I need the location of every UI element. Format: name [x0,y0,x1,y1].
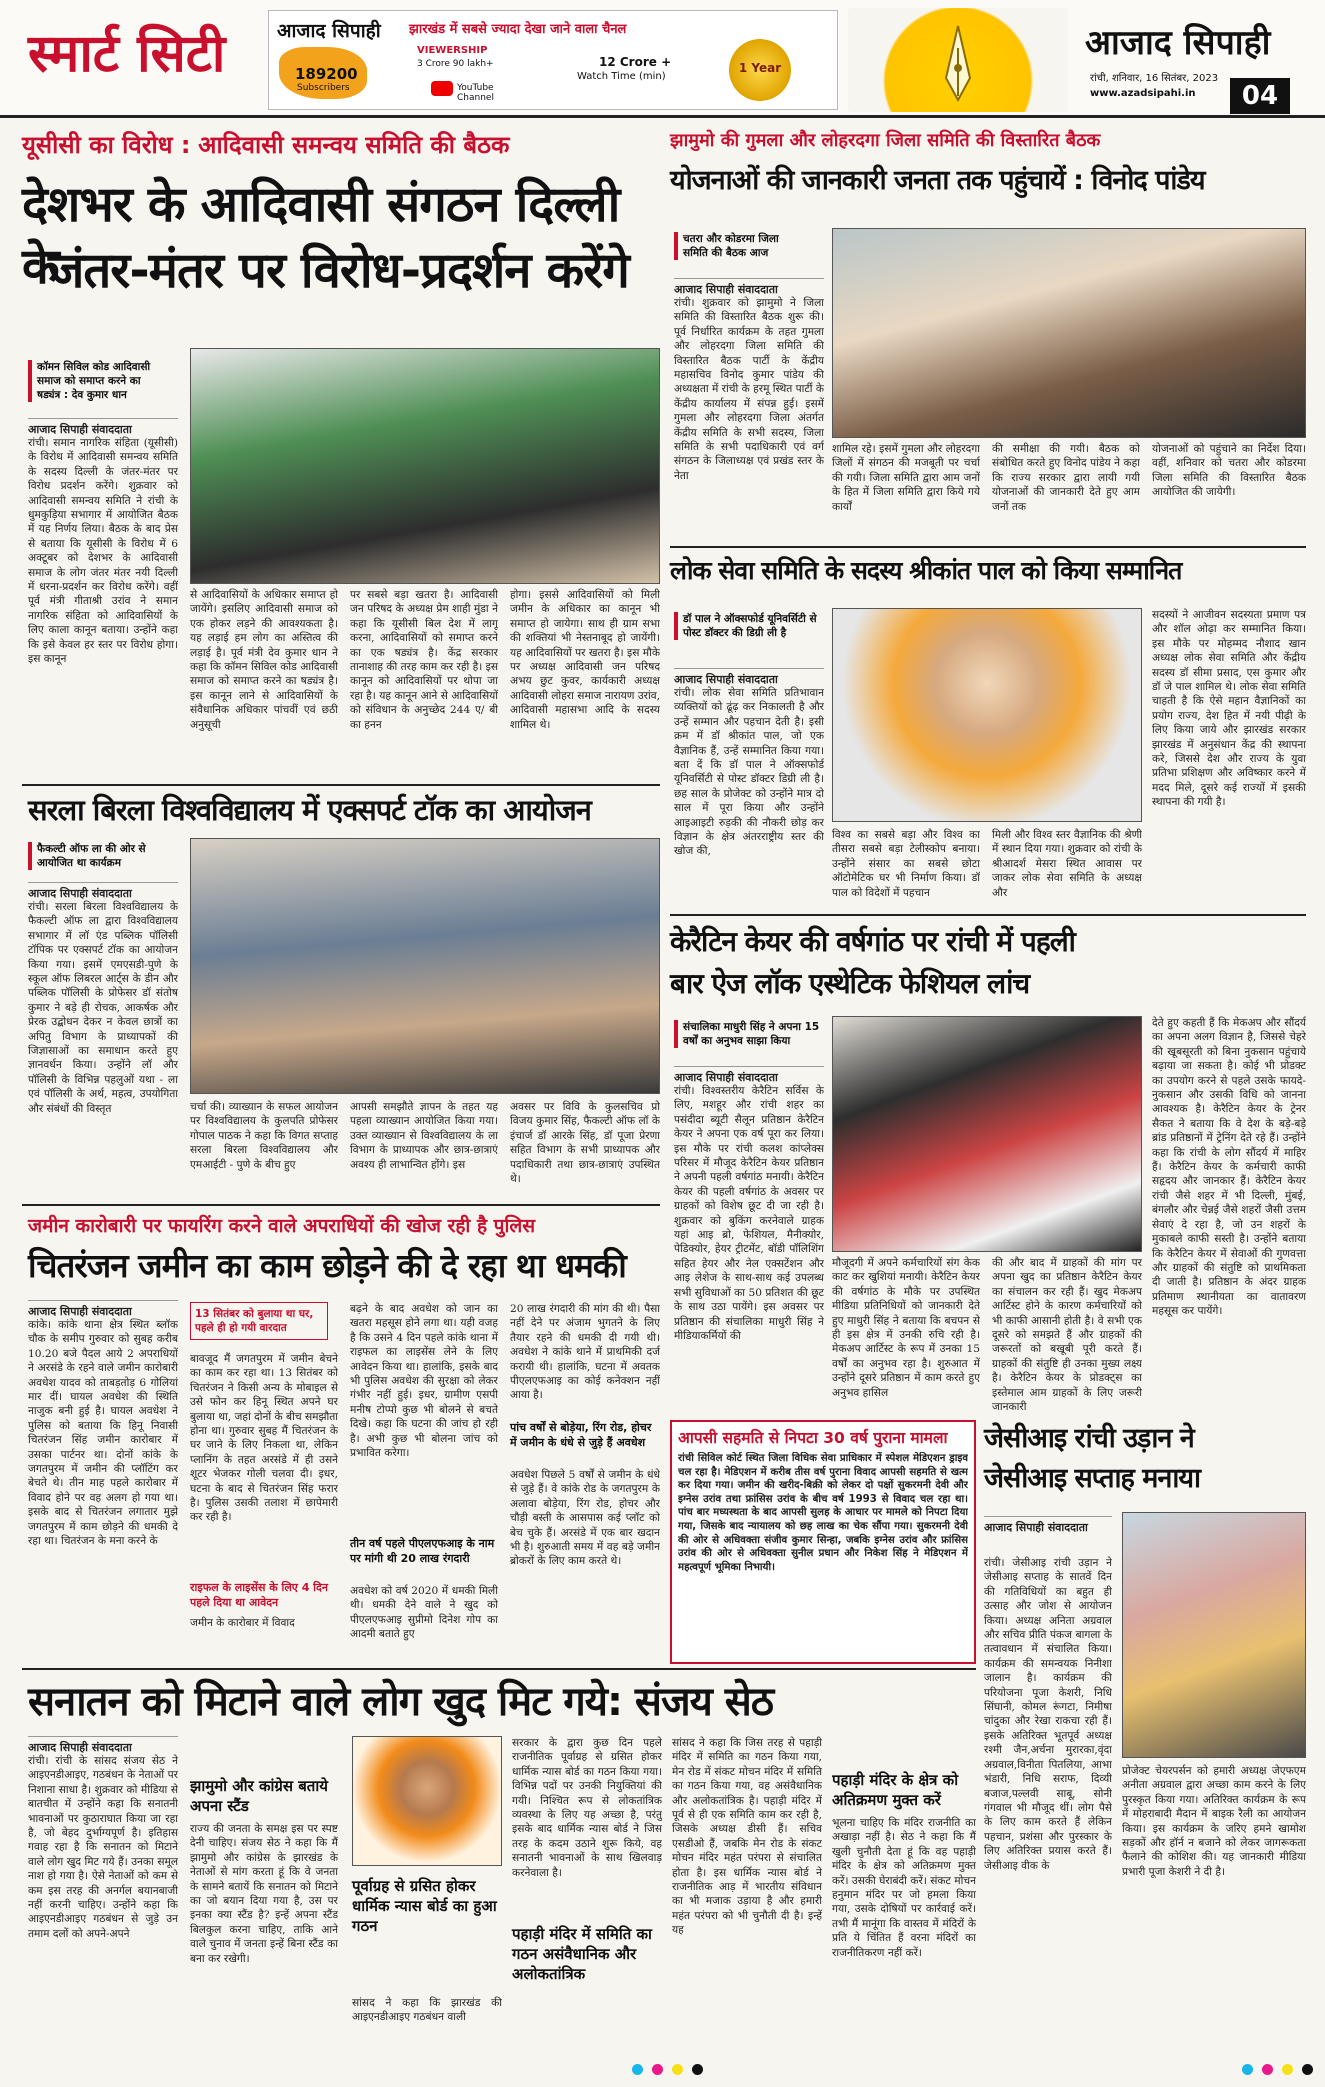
ad-watch-label: Watch Time (min) [577,71,666,82]
pen-nib-icon [848,8,1068,112]
story9-body-3: सांसद ने कहा कि झारखंड की आइएनडीआइए गठबंधन वाली [352,1997,502,2024]
story2-tag: फैकल्टी ऑफ ला की ओर से आयोजित था कार्यक्रम [28,842,178,870]
story6-tag: संचालिका माधुरी सिंह ने अपना 15 वर्षों का अनुभव साझा किया [674,1020,824,1048]
black-dot [1302,2064,1313,2075]
story2-byline: आजाद सिपाही संवाददाता [28,882,178,901]
cyan-dot [1242,2064,1253,2075]
story6-body-3: की और बाद में ग्राहकों की मांग पर अपना खुद का प्रतिष्ठान केरैटिन केयर का संचालन कर रही हैं। खुद मेकअप आर्टिस्ट होने के कारण कर्मचारियों को भी काफी आसानी होती है। वे सभी एक दूसरे को समझते हैं और ग्राहकों की जरूरतों को बखूबी पूरी करते हैं। ग्राहकों की संतुष्टि ही उनका मुख्य लक्ष्य है। केरैटिन केयर के प्रोडक्ट्स का इस्तेमाल आम ग्राहकों के लिए जरूरी जानकारी [992,1257,1142,1414]
story4-byline: आजाद सिपाही संवाददाता [674,278,824,297]
section-title: स्मार्ट सिटी [28,24,226,84]
story5-body-3: मिली और विश्व स्तर वैज्ञानिक की श्रेणी में स्थान दिया गया। शुक्रवार को रांची के श्रीआदर्श मेसरा स्थित आवास पर जाकर लोक सेवा समिति के अध्यक्ष और [992,829,1142,899]
ad-viewership: VIEWERSHIP [417,45,488,56]
story3-body-4b: अवधेश पिछले 5 वर्षों से जमीन के धंधे से जुड़े हैं। वे कांके रोड के जगतपुरम के अलावा बोड़ेया, रिंग रोड, होचर और चौड़ी बस्ती के आसपास कई प्लॉट को बेच चुके हैं। अरसंडे में एक बार खदान भी है। शुरुआती समय में वह बड़े जमीन ब्रोकरों के लिए काम करते थे। [510,1469,660,1568]
story1-photo [190,348,660,584]
story5-tag: डॉ पाल ने ऑक्सफोर्ड यूनिवर्सिटी से पोस्ट डॉक्टर की डिग्री ली है [674,612,824,640]
story-sarala-birla [22,784,660,1200]
story1-body-3: पर सबसे बड़ा खतरा है। आदिवासी जन परिषद के अध्यक्ष प्रेम शाही मुंडा ने कहा कि यूसीसी बिल देश में लागू करना, आदिवासियों को समाप्त करने का एक षड्यंत्र है। केंद्र सरकार तानाशाह की तरह काम कर रही है। इस कानून को आदिवासियों पर थोपा जा रहा है। यह कानून आने से आदिवासियों को संविधान के अनुच्छेद 244 ए/ बी का हनन [350,589,498,731]
story5-body-2: विश्व का सबसे बड़ा और विश्व का तीसरा सबसे बड़ा टेलीस्कोप बनाया। उन्होंने संसार का सबसे छोटा ऑटोमेटिक घर भी निर्माण किया। डॉ पाल को विदेशों में पहचान [832,829,980,899]
story8-body-1: रांची। जेसीआइ रांची उड़ान ने जेसीआइ सप्ताह के सातवें दिन की गतिविधियों का बहुत ही उत्साह और जोश से आयोजन किया। अध्यक्ष अनिता अग्रवाल और सचिव प्रीति पंकज बागला के तत्वावधान में संचालित किया। कार्यक्रम की समन्वयक निनीशा जालान है। कार्यक्रम की परियोजना पूजा केशरी, निधि सिंघानी, कोमल रूंगटा, निमीषा चांदुका और रेखा राकचा रही हैं। इसके अतिरिक्त भूतपूर्व अध्यक्ष रश्मी जैन,अर्चना मुरारका,वृंदा अग्रवाल,विनीता पितलिया, आभा भंडारी, निधि सराफ, दिव्यी बजाज,पल्लवी साबू, सोनी गंगवाल भी मौजूद थीं। लोग पैसे के लिए काम करते हैं लेकिन पहचान, प्रशंसा और पुरस्कार के लिए अतिरिक्त प्रयास करते हैं। जेसीआइ वीक के [984,1557,1112,1872]
story9-body-6: भूलना चाहिए कि मंदिर राजनीति का अखाड़ा नहीं है। सेठ ने कहा कि मैं खुली चुनौती देता हूं कि वह पहाड़ी मंदिर के क्षेत्र को अतिक्रमण मुक्त करें। उसकी घेराबंदी करें। संकट मोचन हनुमान मंदिर पर जो हमला किया गया, उसके दोषियों पर कार्रवाई करें। तभी मैं मानूंगा कि वास्तव में मंदिरों के प्रति ये चिंतित हैं वरना मंदिरों का राजनीतिकरण नहीं करें। [832,1817,976,1959]
story1-headline-1: देशभर के आदिवासी संगठन दिल्ली के [22,176,620,295]
dateline: रांची, शनिवार, 16 सितंबर, 2023 [1090,73,1219,84]
sanjay-seth-portrait [352,1736,502,1866]
ad-subscribers-label: Subscribers [297,83,350,93]
yellow-dot [672,2064,683,2075]
website-url: www.azadsipahi.in [1090,88,1196,99]
story3-body-3: बढ़ने के बाद अवधेश को जान का खतरा महसूस होने लगा था। यही वजह है कि उसने 4 दिन पहले कांके थाना में राइफल का लाइसेंस लेने के लिए आवेदन किया था। हालांकि, इसके बाद भी पुलिस अवधेश की सुरक्षा को लेकर गंभीर नहीं हुई। इधर, ग्रामीण एसपी मनीष टोप्पो कुछ भी बोलने से बचते दिखे। कहा कि घटना की जांच हो रही है। अभी कुछ भी बोलना जांच को प्रभावित करेगा। [350,1303,498,1460]
ad-subscribers: 189200 [295,65,358,83]
story9-sub-1: झामुमो और कांग्रेस बताये अपना स्टैंड [190,1777,328,1815]
story6-body-1: रांची। विश्वस्तरीय केरैटिन सर्विस के लिए, मशहूर और रांची शहर का पसंदीदा ब्यूटी सैलून प्रतिष्ठान केरैटिन केयर ने अपना एक वर्ष पूरा कर लिया। इस मौके पर रांची कलश कांप्लेक्स परिसर में मौजूद केरैटिन केयर प्रतिष्ठान ने अपनी पहली वर्षगांठ मनायी। केरैटिन केयर की पहली वर्षगांठ के अवसर पर ग्राहकों को विशेष छूट दी जा रही है। शुक्रवार को बुकिंग करनेवाले ग्राहक यहां आइ ब्रो, फेशियल, मैनीक्योर, पेडिक्योर, हेयर ट्रीटमेंट, बॉडी पॉलिशिंग सहित हेयर और नेल एक्सटेंशन और आइ लेशेज के साथ-साथ कई उपलब्ध सभी सुविधाओं का 50 प्रतिशत की छूट के साथ उठा पायेंगे। इस अवसर पर प्रतिष्ठान की संचालिका माधुरी सिंह ने मीडियाकर्मियों की [674,1085,824,1342]
story3-sub-1: राइफल के लाइसेंस के लिए 4 दिन पहले दिया था आवेदन [190,1581,328,1609]
story4-body-4: योजनाओं को पहुंचाने का निर्देश दिया। वहीं, शनिवार को चतरा और कोडरमा जिला समिति की विस्तारित बैठक आयोजित की जायेगी। [1152,443,1306,499]
story3-body-2: बावजूद मैं जगतपुरम में जमीन बेचने का काम कर रहा था। 13 सितंबर को चितरंजन ने किसी अन्य के मोबाइल से उसे फोन कर हिनू स्थित अपने घर बुलाया था, जहां दोनों के बीच समझौता होना था। गुरुवार सुबह मैं चितरंजन के घर जाने के लिए निकला था, लेकिन प्लानिंग के तहत अरसंडे में ही उसने शूटर भेजकर गोली चलवा दी। इधर, घटना के बाद से चितरंजन सिंह फरार है। पुलिस उसकी तलाश में छापेमारी कर रही है। [190,1353,338,1524]
story9-body-6a [832,1736,976,2036]
masthead: आजाद सिपाही [1085,23,1271,63]
story-sanjay-seth [22,1668,976,2038]
story2-body-2: चर्चा की। व्याख्यान के सफल आयोजन पर विश्वविद्यालय के कुलपति प्रोफेसर गोपाल पाठक ने कहा कि विगत सप्ताह सरला बिरला विश्वविद्यालय और एमआईटी - पुणे के बीच हुए [190,1101,338,1171]
story9-sub-3: पहाड़ी मंदिर में समिति का गठन असंवैधानिक और अलोकतांत्रिक [512,1925,652,1983]
story6-body-2: मौजूदगी में अपने कर्मचारियों संग केक काट कर खुशियां मनायी। केरैटिन केयर की वर्षगांठ के मौके पर उपस्थित मीडिया प्रतिनिधियों को जानकारी देते हुए माधुरी सिंह ने बताया कि बचपन से ही इस क्षेत्र में उनकी रुचि रही है। मेकअप आर्टिस्ट के रूप में उनका 15 वर्षों का अनुभव रहा है। शुरुआत में उन्होंने दूसरे प्रतिष्ठान में काम करते हुए अनुभव हासिल [832,1257,980,1399]
story6-headline-2: बार ऐज लॉक एस्थेटिक फेशियल लांच [670,967,1030,1000]
story8-headline-2: जेसीआइ सप्ताह मनाया [984,1463,1200,1494]
story9-body-1: रांची। रांची के सांसद संजय सेठ ने आइएनडीआइए, गठबंधन के नेताओं पर निशाना साधा है। शुक्रवार को मीडिया से बातचीत में उन्होंने कहा कि सनातनी भावनाओं पर कुठाराघात किया जा रहा है, जो बेहद दुर्भाग्यपूर्ण है। इतिहास गवाह रहा है कि सनातन को मिटाने वाले लोग खुद मिट गये हैं। उनका समूल नाश हो गया है। ऐसे नेताओं को कम से कम इस तरह की अनर्गल बयानबाजी नहीं करनी चाहिए। उन्होंने कहा कि आइएनडीआइए गठबंधन से जुड़े उन तमाम दलों को अपने-अपने [28,1755,178,1940]
page-header [0,0,1325,118]
story3-body-4: 20 लाख रंगदारी की मांग की थी। पैसा नहीं देने पर अंजाम भुगतने के लिए तैयार रहने की धमकी दी गयी थी। अवधेश ने कांके थाने में प्राथमिकी दर्ज करायी थी। हालांकि, घटना में अवतक पीएलएफआइ का कोई कनेक्शन नहीं आया है। [510,1303,660,1402]
black-dot [692,2064,703,2075]
story3-byline: आजाद सिपाही संवाददाता [28,1300,178,1319]
story9-body-4: सरकार के द्वारा कुछ दिन पहले राजनीतिक पूर्वाग्रह से ग्रसित होकर धार्मिक न्यास बोर्ड का गठन किया गया। विभिन्न पदों पर उनकी नियुक्तियां की गयी। निश्चित रूप से लोकतांत्रिक व्यवस्था के लिए यह अच्छा है, परंतु इसके बाद धार्मिक न्यास बोर्ड ने जिस तरह के कदम उठाने शुरू किये, वह सनातनी भावनाओं के साथ खिलवाड़ करनेवाला है। [512,1737,662,1879]
story1-tag: कॉमन सिविल कोड आदिवासी समाज को समाप्त करने का षड्यंत्र : देव कुमार धान [28,360,158,402]
story9-sub-4: पहाड़ी मंदिर के क्षेत्र को अतिक्रमण मुक्त करें [832,1771,959,1809]
story1-byline: आजाद सिपाही संवाददाता [28,418,178,437]
story-mediation-case [670,1420,976,1664]
ad-tagline: झारखंड में सबसे ज्यादा देखा जाने वाला चैनल [409,22,627,37]
story1-kicker [22,128,660,161]
story4-body-2: शामिल रहे। इसमें गुमला और लोहरदगा जिलों में संगठन की मजबूती पर चर्चा की गयी। जिला समिति द्वारा आम जनों के हित में जिला समिति द्वारा किये गये कार्यों [832,443,980,513]
story-ucc-protest [22,128,660,780]
cyan-dot [632,2064,643,2075]
ad-brand: आजाद सिपाही [277,20,381,42]
story1-body-2: से आदिवासियों के अधिकार समाप्त हो जायेंगे। इसलिए आदिवासी समाज को एक होकर लड़ने की आवश्यकता है। यह लड़ाई हम लोग का अस्तित्व की लड़ाई है। पूर्व मंत्री देव कुमार धान ने कहा कि कॉमन सिविल कोड आदिवासी समाज को समाप्त करने का षड्यंत्र है। इस कानून लाने से आदिवासियों के संवैधानिक अधिकार पांचवीं एवं छठी अनुसूची [190,589,338,731]
story4-body-3: की समीक्षा की गयी। बैठक को संबोधित करते हुए विनोद पांडेय ने कहा कि राज्य सरकार द्वारा लायी गयी योजनाओं की जानकारी देते हुए आम जनों तक [992,443,1140,513]
story4-kicker: झामुमो की गुमला और लोहरदगा जिला समिति की विस्तारित बैठक [670,130,1101,151]
ad-watch: 12 Crore + [599,55,672,69]
story7-headline: आपसी सहमति से निपटा 30 वर्ष पुराना मामला [678,1429,948,1447]
yellow-dot [1282,2064,1293,2075]
story2-body-3: आपसी समझौते ज्ञापन के तहत यह पहला व्याख्यान आयोजित किया गया। उक्त व्याख्यान से विश्वविद्यालय के ला विभाग के प्राध्यापक और छात्र-छात्राएं अवश्य ही लाभान्वित होंगे। इस [350,1101,498,1171]
story9-headline: सनातन को मिटाने वाले लोग खुद मिट गये: संजय सेठ [28,1679,774,1725]
anniversary-badge [729,39,791,101]
story1-kicker-sub: आदिवासी समन्वय समिति की बैठक [198,131,510,159]
ad-viewership-value: 3 Crore 90 lakh+ [417,59,494,69]
story9-sub-2: पूर्वाग्रह से ग्रसित होकर धार्मिक न्यास बोर्ड का हुआ गठन [352,1877,497,1935]
page-number: 04 [1230,78,1290,114]
channel-ad-banner [268,10,838,110]
story2-headline: सरला बिरला विश्वविद्यालय में एक्सपर्ट टॉक का आयोजन [28,793,591,827]
story3-kicker: जमीन कारोबारी पर फायरिंग करने वाले अपराधियों की खोज रही है पुलिस [28,1215,536,1237]
story5-body-4: सदस्यों ने आजीवन सदस्यता प्रमाण पत्र और शॉल ओढ़ा कर सम्मानित किया। इस मौके पर मोहम्मद नौशाद खान अध्यक्ष लोक सेवा समिति और केंद्रीय सदस्य डॉ सीमा प्रसाद, एस कुमार और डॉ जे पाल शामिल थे। लोक सेवा समिति चाहती है कि ऐसे महान वैज्ञानिकों का प्रयोग राज्य, देश हित में नयी पीढ़ी के लिए किया जाये और झारखंड सरकार झारखंड में अनुसंधान केंद्र की स्थापना करे, जिससे देश और राज्य के युवा प्रतिभा प्रशिक्षण और अविष्कार करने में मदद मिले, दूसरे कई राज्यों में इसकी स्थापना की गयी है। [1152,609,1306,809]
story-keratin-care [670,914,1306,1414]
story4-tag: चतरा और कोडरमा जिला समिति की बैठक आज [674,232,800,260]
story4-body-1: रांची। शुक्रवार को झामुमो ने जिला समिति की विस्तारित बैठक शुरू की। पूर्व निर्धारित कार्यक्रम के तहत गुमला और लोहरदगा जिला समिति की विस्तारित बैठक पार्टी के केंद्रीय महासचिव विनोद कुमार पांडेय की अध्यक्षता में रांची के हरमू स्थित पार्टी के केंद्रीय कार्यालय में संपन्न हुई। इसमें गुमला और लोहरदगा जिला अंतर्गत केंद्रीय समिति के सभी सदस्य, जिला समिति के सभी पदाधिकारी एवं वर्ग संगठन के जिलाध्यक्ष एवं प्रखंड स्तर के नेता [674,297,824,482]
story7-body: रांची सिविल कोर्ट स्थित जिला विधिक सेवा प्राधिकार में स्पेशल मेडिएशन ड्राइव चल रहा है। मेडिएशन में करीब तीस वर्ष पुराना विवाद आपसी सहमति से खत्म कर दिया गया। जमीन की खरीद-बिक्री को लेकर दो पक्षों सुकरमनी देवी और इग्नेस उरांव तथा फ्रांसिस उरांव के बीच वर्ष 1993 से विवाद चल रहा था। पांच बार मध्यस्थता के बाद आपसी सुलह के आधार पर मामले को निपटा दिया गया, जिसके बाद न्यायालय को छह लाख का चेक सौंपा गया। सुकरमनी देवी की ओर से अधिवक्ता संजीव कुमार सिन्हा, जबकि इग्नेस उरांव और फ्रांसिस उरांव की ओर से अधिवक्ता सुनील प्रधान और निकेश सिंह ने मेडिएशन में महत्वपूर्ण भूमिका निभायी। [678,1453,968,1573]
color-dots-left [630,2060,705,2079]
story1-kicker-red: यूसीसी का विरोध : [22,131,191,159]
story3-body-3b: अवधेश को वर्ष 2020 में धमकी मिली थी। धमकी देने वाले ने खुद को पीएलएफआइ सुप्रीमो दिनेश गोप का आदमी बताते हुए [350,1585,498,1641]
story6-body-4: देते हुए कहती हैं कि मेकअप और सौंदर्य का अपना अलग विज्ञान है, जिससे चेहरे की खूबसूरती को बिना नुकसान पहुंचाये बढ़ाया जा सकता है। कोई भी प्रोडक्ट का उपयोग करने से पहले उसके फायदे- नुकसान और उसकी विधि को जानना आवश्यक है। केरैटिन केयर के ट्रेनर सैकत ने बताया कि वे देश के बड़े-बड़े ब्रांड प्रतिष्ठानों में ट्रेनिंग देते रहे हैं। उन्होंने कहा कि रांची के लोग सौंदर्य में माहिर हैं। केरैटिन केयर के कर्मचारी काफी सहृदय और जानकार हैं। केरैटिन केयर रांची जैसे शहर में भी दिल्ली, मुंबई, बंगलौर और चेन्नई जैसे शहरों जैसी उत्तम सेवाएं दे रहा है, जो उन शहरों के मुकाबले काफी सस्ती है। उन्होंने बताया कि केरैटिन केयर में सेवाओं की गुणवत्ता और ग्राहकों की संतुष्टि को प्राथमिकता दी जाती है। प्रतिष्ठान के अंदर ग्राहक प्रतिमाण स्थानीयता का वातावरण महसूस कर पायेंगे। [1152,1017,1306,1318]
story2-body-1: रांची। सरला बिरला विश्वविद्यालय के फैकल्टी ऑफ ला द्वारा विश्वविद्यालय सभागार में लॉ एंड पब्लिक पॉलिसी टॉपिक पर एक्सपर्ट टॉक का आयोजन किया गया। इसमें एमएसडी-पुणे के स्कूल ऑफ लिबरल आर्ट्स के डीन और पब्लिक पॉलिसी के प्रोफेसर डॉ संतोष कुमार ने बड़े ही रोचक, आकर्षक और प्रेरक उद्बोधन देकर न केवल छात्रों का अपितु विभाग के प्राध्यापकों की जिज्ञासाओं का समाधान करते हुए ज्ञानवर्धन किया। उन्होंने लॉ और पॉलिसी के विभिन्न पहलुओं यथा - ला एवं पॉलिसी के अर्थ, महत्व, उपयोगिता और संबंधों की विस्तृत [28,901,178,1115]
magenta-dot [1262,2064,1273,2075]
story2-photo [190,838,660,1094]
story8-photo [1122,1512,1306,1758]
ad-youtube: YouTube Channel [457,83,494,103]
story-land-dealer-firing [22,1204,660,1664]
story8-headline-1: जेसीआइ रांची उड़ान ने [984,1423,1194,1454]
ad-years: 1 Year [738,61,782,75]
youtube-icon [431,81,453,96]
story-jci-week [984,1420,1306,2032]
story8-body-2: प्रोजेक्ट चेयरपर्सन को हमारी अध्यक्ष जेएफएम अनीता अग्रवाल द्वारा अच्छा काम करने के लिए पुरस्कृत किया गया। अतिरिक्त कार्यक्रम के रूप में मोहराबादी मैदान में बाइक रैली का आयोजन किया। इस कार्यक्रम के जरिए हमने खामोश सड़कों और हॉर्न न बजाने को लेकर जागरूकता फैलाने की कोशिश की। यह जानकारी मीडिया प्रभारी पूजा केशरी ने दी है। [1122,1765,1306,1878]
story5-body-1: रांची। लोक सेवा समिति प्रतिभावान व्यक्तियों को ढूंढ़ कर निकालती है और उन्हें सम्मान और पहचान देती है। इसी क्रम में डॉ श्रीकांत पाल, जो एक वैज्ञानिक हैं, उन्हें सम्मानित किया गया। बता दें कि डॉ पाल ने ऑक्सफोर्ड यूनिवर्सिटी से पोस्ट डॉक्टर डिग्री ली है। छह साल के प्रोजेक्ट को उन्होंने मात्र दो साल में पूरा किया और उन्होंने आइआइटी रुड़की की नौकरी छोड़ कर विज्ञान के क्षेत्र अंतरराष्ट्रीय स्तर की खोज की, [674,687,824,858]
story9-byline: आजाद सिपाही संवाददाता [28,1736,178,1755]
story6-headline-1: केरैटिन केयर की वर्षगांठ पर रांची में पहली [670,925,1075,958]
story6-photo [832,1016,1142,1252]
print-registration-marks [0,2050,1325,2080]
story-jmm-meeting [670,128,1306,542]
story9-body-2: राज्य की जनता के समक्ष इस पर स्पष्ट देनी चाहिए। संजय सेठ ने कहा कि मैं झामुमो और कांग्रेस के झारखंड के नेताओं से मांग करता हूं कि वे जनता के सामने बतायें कि सनातन को मिटाने का जो बयान दिया गया है, उस पर इनका क्या स्टैंड है? इन्हें अपना स्टैंड बिलकुल करना चाहिए, ताकि आने वाले चुनाव में जनता इन्हें बिना स्टैंड का बना कर रखेगी। [190,1823,338,1965]
story4-photo [832,228,1306,438]
story3-body-2b: जमीन के कारोबार में विवाद [190,1617,295,1629]
story8-byline: आजाद सिपाही संवाददाता [984,1516,1112,1535]
story3-sub-3: पांच वर्षों से बोड़ेया, रिंग रोड, होचर में जमीन के धंधे से जुड़े हैं अवधेश [510,1421,652,1449]
story1-body-1: रांची। समान नागरिक संहिता (यूसीसी) के विरोध में आदिवासी समन्वय समिति के सदस्य दिल्ली के जंतर-मंतर पर विरोध प्रदर्शन करेंगे। शुक्रवार को आदिवासी समन्वय समिति ने रांची के धुमकुड़िया सभागार में आयोजित बैठक में यह निर्णय लिया। बैठक के बाद प्रेस से बताया कि यूसीसी के विरोध में 6 अक्टूबर को देशभर के आदिवासी समाज के लोग जंतर मंतर नयी दिल्ली में धरना-प्रदर्शन कर विरोध करेंगे। वहीं पूर्व मंत्री गीताश्री उरांव ने समान नागरिक संहिता को आदिवासियों के लिए काला कानून बताया। उन्होंने कहा कि इसे केवल हर स्तर पर विरोध होगा। इस कानून [28,437,178,666]
story3-sub-2: तीन वर्ष पहले पीएलएफआइ के नाम पर मांगी थी 20 लाख रंगदारी [350,1537,495,1565]
pen-nib-logo [848,8,1068,112]
story3-tag: 13 सितंबर को बुलाया था घर, पहले ही हो गयी वारदात [190,1302,328,1340]
story6-byline: आजाद सिपाही संवाददाता [674,1066,824,1085]
story5-byline: आजाद सिपाही संवाददाता [674,668,824,687]
story9-body-2a [190,1736,338,2036]
story1-headline-2: जंतर-मंतर पर विरोध-प्रदर्शन करेंगे [48,242,629,299]
story5-headline: लोक सेवा समिति के सदस्य श्रीकांत पाल को किया सम्मानित [670,556,1182,585]
story3-body-1: कांके। कांके थाना क्षेत्र स्थित ब्लॉक चौक के समीप गुरुवार को सुबह करीब 10.20 बजे पैदल आये 2 अपराधियों ने अरसंडे के रहने वाले जमीन कारोबारी अवधेश यादव को ताबड़तोड़ 6 गोलियां मार दीं। घायल अवधेश की स्थिति नाजुक बनी हुई है। घायल अवधेश ने पुलिस को बताया कि हिनू निवासी चितरंजन सिंह जमीन कारोबार में उसका पार्टनर था। दोनों कांके के जगतपुरम में जमीन की प्लॉटिंग कर बेचते थे। तीन माह पहले कारोबार में विवाद होने पर वह अलग हो गया था। इसके बाद से चितरंजन लगातार मुझे जगतपुरम में काम छोड़ने की धमकी दे रहा था। चितरंजन के मना करने के [28,1319,178,1548]
story-shrikant-pal-honoured [670,546,1306,910]
color-dots-right [1240,2060,1315,2079]
story9-body-5: सांसद ने कहा कि जिस तरह से पहाड़ी मंदिर में समिति का गठन किया गया, मेन रोड में संकट मोचन मंदिर में समिति का गठन किया गया, वह असंवैधानिक और अलोकतांत्रिक है। पहाड़ी मंदिर में पूर्व से ही एक समिति काम कर रही है, जिसके अध्यक्ष डीसी हैं। सचिव एसडीओ हैं, जबकि मेन रोड के संकट मोचन मंदिर महंत परंपरा से संचालित होता है। इस धार्मिक न्यास बोर्ड ने राजनीतिक आड़ में भारतीय संविधान का भी मजाक उड़ाया है और हमारी महंत परंपरा को भी चुनौती दी है। इन्हें यह [672,1737,822,1937]
magenta-dot [652,2064,663,2075]
story2-body-4: अवसर पर विवि के कुलसचिव प्रो विजय कुमार सिंह, फैकल्टी ऑफ लॉ के इंचार्ज डॉ आरके सिंह, डॉ पूजा प्रेरणा सहित विभाग के सभी प्राध्यापक और पदाधिकारी तथा छात्र-छात्राएं उपस्थित थे। [510,1101,660,1186]
story3-headline: चितरंजन जमीन का काम छोड़ने की दे रहा था धमकी [28,1246,626,1285]
story5-photo [832,608,1142,822]
story1-body-4: होगा। इससे आदिवासियों को मिली जमीन के अधिकार का कानून भी समाप्त हो जायेगा। साथ ही ग्राम सभा की शक्तियां भी नेस्तनाबूद हो जायेंगी। यह आदिवासियों पर खतरा है। इस मौके पर अध्यक्ष आदिवासी जन परिषद अभय छुट कुवर, कार्यकारी अध्यक्ष आदिवासी लोहरा समाज नारायण उरांव, आदिवासी महासभा आदि के सदस्य शामिल थे। [510,589,660,731]
story4-headline: योजनाओं की जानकारी जनता तक पहुंचायें : विनोद पांडेय [670,165,1205,196]
